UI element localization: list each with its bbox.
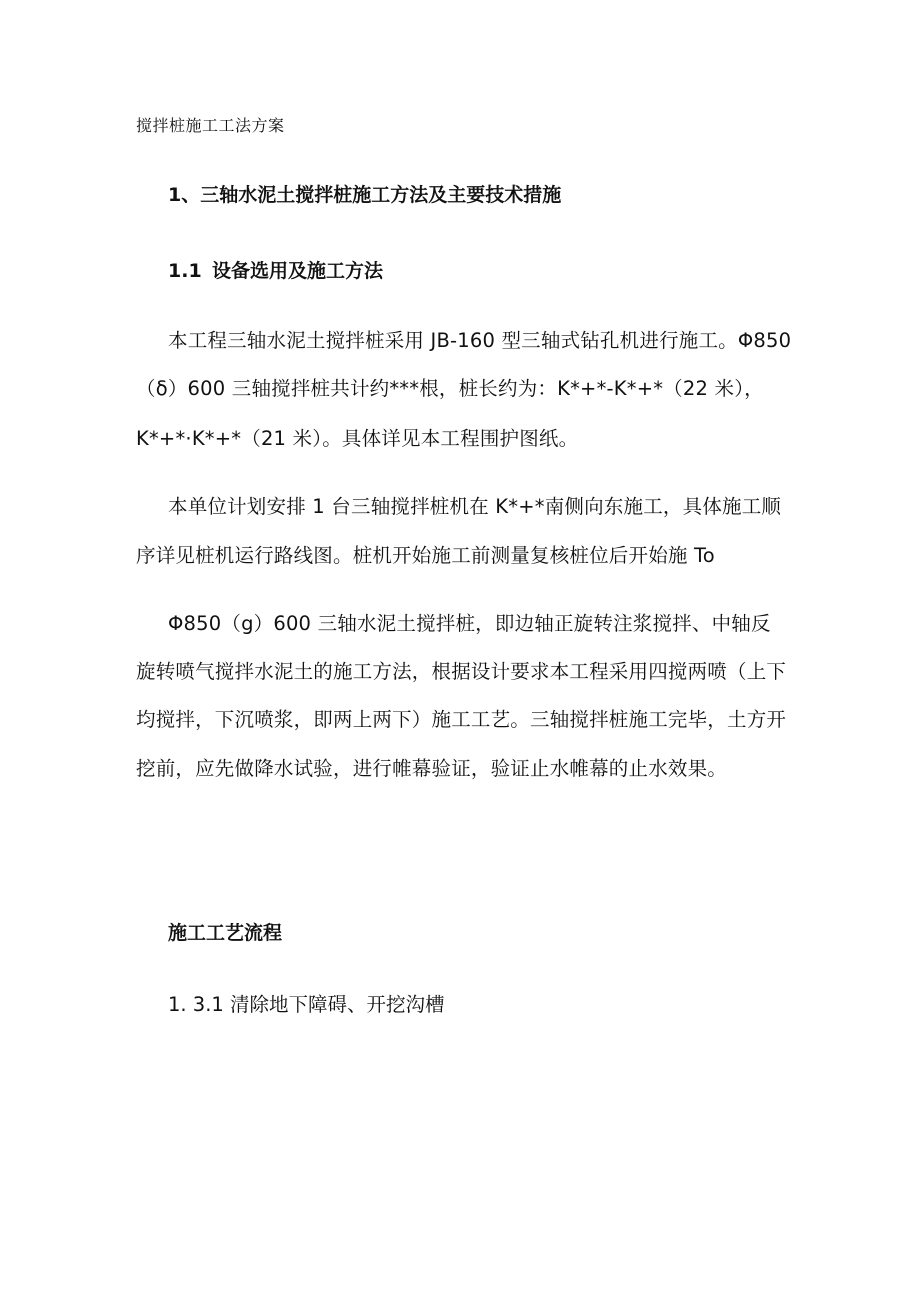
paragraph-1-line-2: （δ）600 三轴搅拌桩共计约***根，桩长约为：K*+*-K*+*（22 米）， — [136, 377, 764, 400]
paragraph-3-line-4: 挖前，应先做降水试验，进行帷幕验证，验证止水帷幕的止水效果。 — [136, 757, 728, 780]
subsection-heading-1-3-1: 1. 3.1 清除地下障碍、开挖沟槽 — [168, 993, 445, 1016]
section-number: 1.1 — [168, 260, 202, 282]
paragraph-1-line-1: 本工程三轴水泥土搅拌桩采用 JB-160 型三轴式钻孔机进行施工。Φ850 — [168, 329, 792, 352]
paragraph-2-line-2: 序详见桩机运行路线图。桩机开始施工前测量复核桩位后开始施 To — [136, 544, 715, 567]
paragraph-2-line-1: 本单位计划安排 1 台三轴搅拌桩机在 K*+*南侧向东施工，具体施工顺 — [168, 495, 782, 518]
paragraph-3-line-2: 旋转喷气搅拌水泥土的施工方法，根据设计要求本工程采用四搅两喷（上下 — [136, 660, 787, 683]
document-title: 搅拌桩施工工法方案 — [136, 116, 285, 135]
section-heading-text: 设备选用及施工方法 — [212, 260, 384, 282]
section-heading-1-1 — [168, 258, 383, 284]
section-heading-1: 1、三轴水泥土搅拌桩施工方法及主要技术措施 — [168, 184, 562, 206]
paragraph-3-line-3: 均搅拌，下沉喷浆，即两上两下）施工工艺。三轴搅拌桩施工完毕，土方开 — [136, 708, 787, 731]
section-heading-process-flow: 施工工艺流程 — [168, 922, 283, 944]
paragraph-1-line-3: K*+*·K*+*（21 米）。具体详见本工程围护图纸。 — [136, 427, 579, 450]
paragraph-3-line-1: Φ850（g）600 三轴水泥土搅拌桩，即边轴正旋转注浆搅拌、中轴反 — [168, 612, 771, 635]
